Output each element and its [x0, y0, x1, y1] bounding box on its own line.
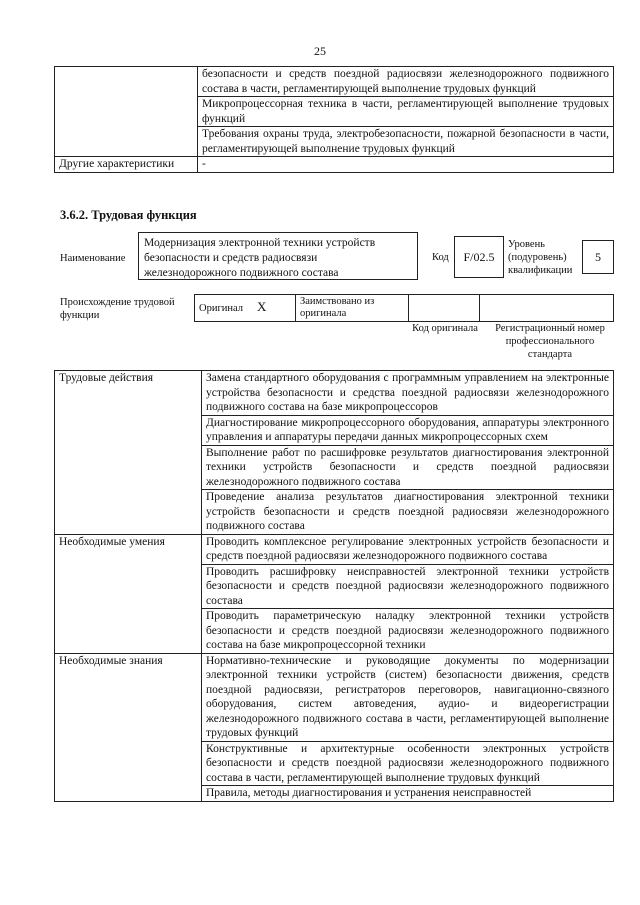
table-cell: Микропроцессорная техника в части, регламентирующей выполнение трудовых функций	[198, 97, 614, 127]
page-number: 25	[314, 44, 326, 58]
table-cell: Замена стандартного оборудования с программным управлением на электронные устройства безопасности и средства поездной радиосвязи железнодорожного подвижного состава на базе микропроцессоров	[202, 371, 614, 416]
caption-reg-number: Регистрационный номер профессионального стандарта	[495, 323, 605, 360]
table-cell: Диагностирование микропроцессорного оборудования, аппаратуры электронного управления и аппаратуры передачи данных микропроцессорных схем	[202, 415, 614, 445]
table-cell: Выполнение работ по расшифровке результатов диагностирования электронной техники устройств безопасности и средств поездной радиосвязи железнодорожного подвижного состава	[202, 445, 614, 490]
table-cell: Проведение анализа результатов диагностирования электронной техники устройств безопасности и средств поездной радиосвязи железнодорожного подвижного состава	[202, 490, 614, 535]
level-box: 5	[582, 240, 614, 274]
table-cell: Проводить расшифровку неисправностей электронной техники устройств безопасности и средств поездной радиосвязи железнодорожного подвижного состава	[202, 564, 614, 609]
other-characteristics-value: -	[198, 157, 614, 173]
group-label-skills: Необходимые умения	[55, 534, 202, 653]
code-label: Код	[432, 252, 449, 263]
table-cell: Конструктивные и архитектурные особенности электронных устройств безопасности и средств поездной радиосвязи железнодорожного подвижного состава в части, регламентирующей выполнение трудовых функций	[202, 741, 614, 786]
borrowed-label: Заимствовано из оригинала	[296, 295, 409, 322]
origin-label: Происхождение трудовой функции	[60, 297, 175, 321]
level-label: Уровень (подуровень) квалификации	[508, 239, 573, 276]
group-label-knowledge: Необходимые знания	[55, 653, 202, 801]
table-cell: Нормативно-технические и руководящие документы по модернизации электронной техники устройств (систем) безопасности движения, средств поездной радиосвязи, регистраторов переговоров, навигационно-связного оборудования, систем автоведения, аудио- и видеорегистрации железнодорожного подвижного состава в части, регламентирующей выполнение трудовых функций	[202, 653, 614, 741]
original-mark: X	[257, 299, 267, 314]
name-label: Наименование	[60, 253, 126, 264]
section-title: 3.6.2. Трудовая функция	[60, 208, 197, 222]
function-name-box: Модернизация электронной техники устройств безопасности и средств радиосвязи железнодорожного подвижного состава	[138, 232, 418, 280]
code-original-cell	[409, 295, 480, 322]
empty-label-cell	[55, 67, 198, 157]
group-label-actions: Трудовые действия	[55, 371, 202, 535]
table-cell: Требования охраны труда, электробезопасности, пожарной безопасности в части, регламентирующей выполнение трудовых функций	[198, 127, 614, 157]
function-details-table	[54, 370, 614, 802]
origin-table	[194, 294, 614, 322]
table-cell: безопасности и средств поездной радиосвязи железнодорожного подвижного состава в части, регламентирующей выполнение трудовых функций	[198, 67, 614, 97]
reg-number-cell	[480, 295, 614, 322]
other-characteristics-label: Другие характеристики	[55, 157, 198, 173]
caption-code-original: Код оригинала	[412, 323, 478, 334]
code-box: F/02.5	[454, 236, 504, 278]
table-cell: Проводить комплексное регулирование электронных устройств безопасности и средств поездной радиосвязи железнодорожного подвижного состава	[202, 534, 614, 564]
table-cell: Правила, методы диагностирования и устранения неисправностей	[202, 786, 614, 802]
original-cell	[195, 295, 296, 322]
top-characteristics-table	[54, 66, 614, 173]
original-label: Оригинал	[199, 303, 243, 314]
table-cell: Проводить параметрическую наладку электронной техники устройств безопасности и средств поездной радиосвязи железнодорожного подвижного состава на базе микропроцессорной техники	[202, 609, 614, 654]
